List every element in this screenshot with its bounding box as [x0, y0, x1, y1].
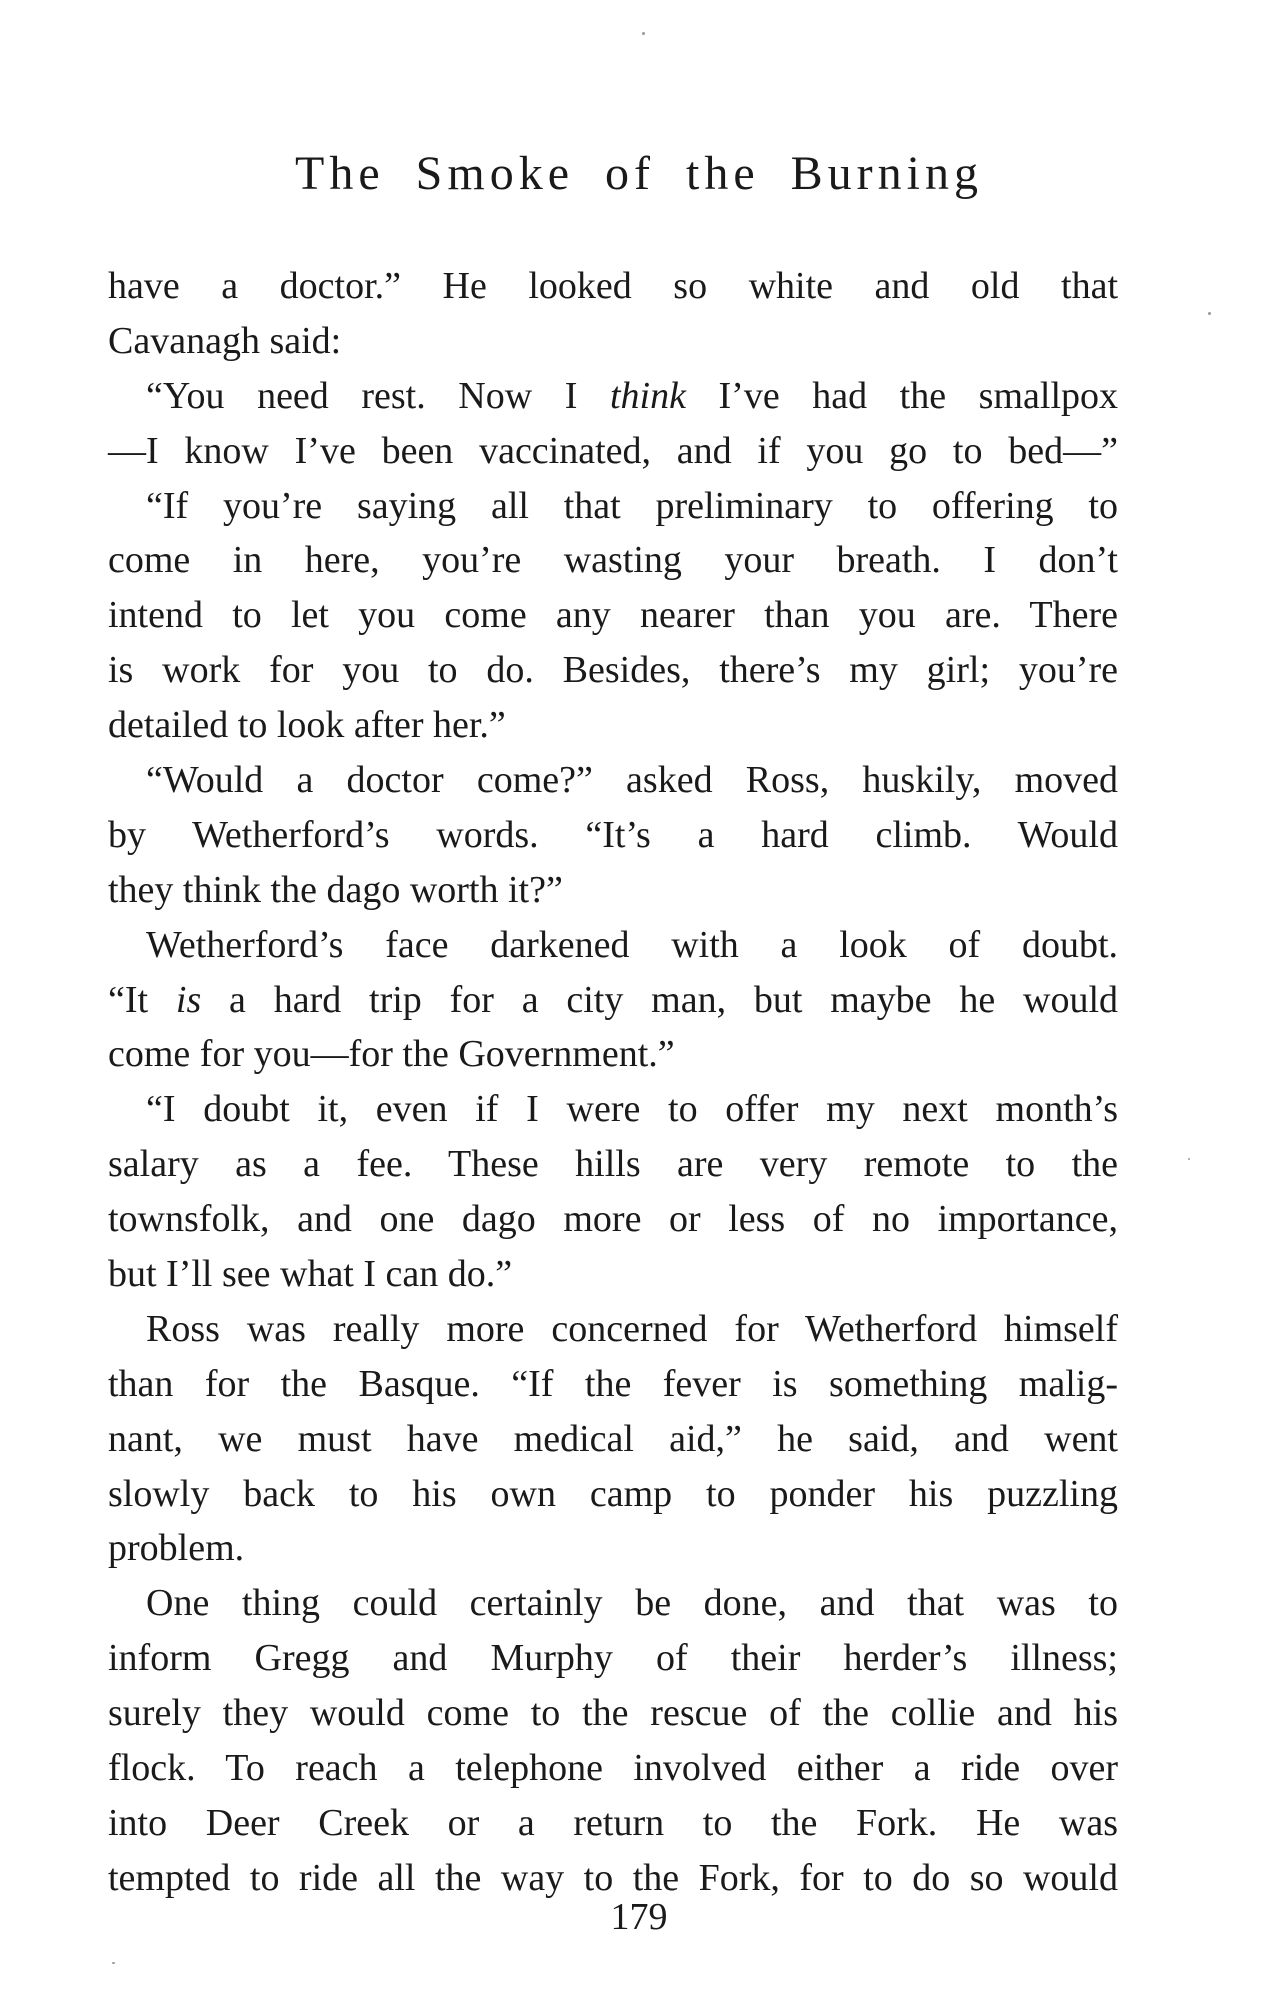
- text-line: salary as a fee. These hills are very remote to the: [108, 1143, 1118, 1186]
- text-line: come in here, you’re wasting your breath. I don’t: [108, 539, 1118, 582]
- text-line: is work for you to do. Besides, there’s my girl; you’re: [108, 649, 1118, 692]
- text-line: tempted to ride all the way to the Fork, for to do so would: [108, 1856, 1118, 1899]
- text-line: by Wetherford’s words. “It’s a hard climb. Would: [108, 813, 1118, 856]
- text-line: “If you’re saying all that preliminary to offering to: [146, 484, 1118, 527]
- text-line: Cavanagh said:: [108, 319, 342, 362]
- text-line: problem.: [108, 1527, 245, 1570]
- paper-speck: [1188, 1158, 1190, 1160]
- italic-word: think: [609, 374, 686, 417]
- text-line: Wetherford’s face darkened with a look of doubt.: [146, 923, 1118, 966]
- text-line: into Deer Creek or a return to the Fork. He was: [108, 1801, 1118, 1844]
- text-line: come for you—for the Government.”: [108, 1033, 675, 1076]
- page-number: 179: [610, 1896, 668, 1938]
- paper-speck: [642, 32, 645, 35]
- italic-word: is: [175, 978, 202, 1021]
- text-line: intend to let you come any nearer than you are. There: [108, 594, 1118, 637]
- text-line: One thing could certainly be done, and that was to: [146, 1582, 1118, 1625]
- text-line: “Would a doctor come?” asked Ross, huskily, moved: [146, 759, 1118, 802]
- text-line: “I doubt it, even if I were to offer my next month’s: [146, 1088, 1118, 1131]
- paper-speck: [112, 1962, 115, 1964]
- text-line: flock. To reach a telephone involved either a ride over: [108, 1747, 1118, 1790]
- text-line: inform Gregg and Murphy of their herder’s illness;: [108, 1637, 1118, 1680]
- text-line: Ross was really more concerned for Wetherford himself: [146, 1307, 1118, 1350]
- text-line: than for the Basque. “If the fever is something malig-: [108, 1362, 1118, 1405]
- text-line: slowly back to his own camp to ponder his puzzling: [108, 1472, 1118, 1515]
- text-line: “You need rest. Now I think I’ve had the smallpox: [146, 374, 1118, 417]
- body-text: [108, 259, 1118, 1906]
- text-line: they think the dago worth it?”: [108, 868, 563, 911]
- text-line: but I’ll see what I can do.”: [108, 1253, 513, 1296]
- text-line: “It is a hard trip for a city man, but maybe he would: [108, 978, 1119, 1021]
- text-line: nant, we must have medical aid,” he said, and went: [108, 1417, 1118, 1460]
- text-line: detailed to look after her.”: [108, 704, 506, 747]
- text-line: townsfolk, and one dago more or less of no importance,: [108, 1198, 1118, 1241]
- text-line: —I know I’ve been vaccinated, and if you go to bed—”: [108, 429, 1118, 472]
- paper-speck: [1208, 312, 1211, 315]
- text-line: have a doctor.” He looked so white and old that: [108, 265, 1118, 307]
- running-head: The Smoke of the Burning: [295, 147, 983, 200]
- text-line: surely they would come to the rescue of the collie and his: [108, 1692, 1118, 1735]
